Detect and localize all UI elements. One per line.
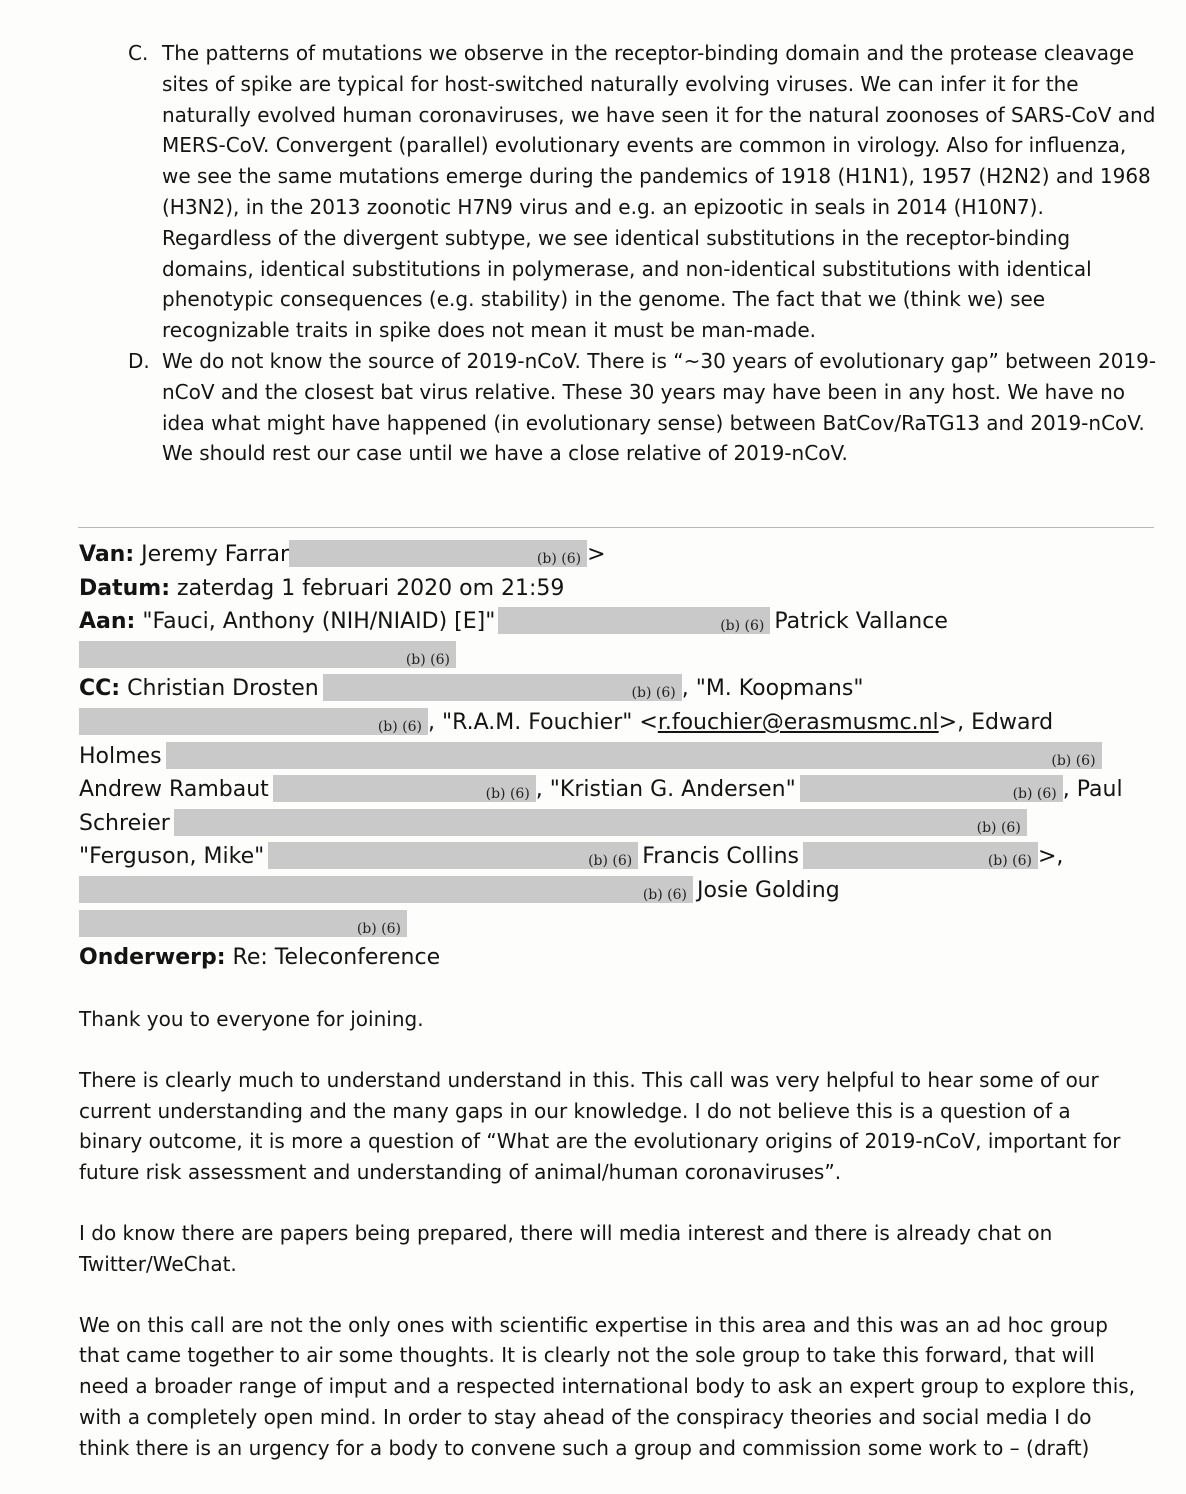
cc-line-8 [79, 908, 1169, 942]
van-label: Van: [79, 542, 135, 567]
cc-label: CC: [79, 676, 121, 702]
list-item-text: We do not know the source of 2019-nCoV. There is “~30 years of evolutionary gap” between 2019-nCoV and the closest bat virus relative. These 30 years may have been in any host. We have no idea what might have happened (in evolutionary sense) between BatCov/RaTG13 and 2019-nCoV. We should rest our case until we have a close relative of 2019-nCoV. [162, 348, 1157, 466]
redaction: (b) (6) [273, 775, 536, 802]
list-marker: D. [128, 348, 150, 373]
redaction: (b) (6) [79, 876, 693, 903]
redaction: (b) (6) [498, 607, 770, 634]
paragraph: Thank you to everyone for joining. [79, 1007, 424, 1031]
cc-name: "M. Koopmans" [695, 676, 864, 702]
recipient-name: Patrick Vallance [774, 609, 948, 635]
redaction: (b) (6) [79, 641, 456, 668]
van-line: Van: Jeremy Farrar (b) (6) > [79, 542, 606, 567]
cc-line-7 [79, 874, 1169, 908]
cc-name: Josie Golding [697, 877, 840, 903]
redaction: (b) (6) [79, 708, 428, 735]
aan-label: Aan: [79, 609, 136, 635]
onderwerp-line [79, 941, 1169, 975]
paragraph: There is clearly much to understand understand in this. This call was very helpful to hear some of our current understanding and the many gaps in our knowledge. I do not believe this is a question of a binary outcome, it is more a question of “What are the evolutionary origins of 2019-nCoV, important for future risk assessment and understanding of animal/human coronaviruses”. [79, 1067, 1121, 1185]
onderwerp-label: Onderwerp: [79, 945, 226, 971]
redaction: (b) (6) [289, 540, 587, 567]
cc-name: Edward [971, 709, 1054, 735]
cc-line-2: (b) (6) , "R.A.M. Fouchier" <r.fouchier@erasmusmc.nl>, Edward [79, 706, 1169, 740]
cc-name: Paul [1076, 777, 1123, 803]
van-name: Jeremy Farrar [141, 542, 290, 567]
cc-name: Holmes [79, 743, 162, 769]
aan-line-2 [79, 639, 1169, 673]
cc-name: Andrew Rambaut [79, 777, 269, 803]
redaction: (b) (6) [79, 910, 407, 937]
aan-line [79, 605, 1169, 639]
redaction: (b) (6) [803, 842, 1038, 869]
paragraph: We on this call are not the only ones with scientific expertise in this area and this was an ad hoc group that came together to air some thoughts. It is clearly not the sole group to take this forward, that will need a broader range of imput and a respected international body to ask an expert group to explore this, with a completely open mind. In order to stay ahead of the conspiracy theories and social media I do think there is an urgency for a body to convene such a group and commission some work to – (draft) [79, 1312, 1136, 1460]
redaction: (b) (6) [166, 742, 1102, 769]
cc-line-4: Andrew Rambaut (b) (6) , "Kristian G. Andersen" (b) (6) , Paul [79, 777, 1123, 803]
list-marker: C. [128, 41, 149, 65]
cc-line-6: "Ferguson, Mike" (b) (6) Francis Collins (b) (6) >, [79, 844, 1064, 870]
paragraph: I do know there are papers being prepared, there will media interest and there is already chat on Twitter/WeChat. [79, 1220, 1053, 1276]
datum-label: Datum: [79, 575, 171, 601]
redaction: (b) (6) [174, 809, 1027, 836]
analysis-list [128, 38, 1158, 469]
redaction: (b) (6) [800, 775, 1063, 802]
cc-name: "Ferguson, Mike" [79, 844, 265, 870]
cc-line-3 [79, 740, 1169, 774]
cc-line: CC: Christian Drosten (b) (6) , "M. Koopmans" [79, 676, 864, 702]
list-item-d [128, 346, 1158, 469]
onderwerp-value: Re: Teleconference [232, 945, 441, 971]
cc-name: Schreier [79, 810, 170, 836]
email-link[interactable]: r.fouchier@erasmusmc.nl [657, 709, 939, 735]
email-body [79, 1004, 1139, 1494]
cc-name: Christian Drosten [127, 676, 319, 702]
datum-line [79, 572, 1169, 606]
cc-name: "Kristian G. Andersen" [549, 777, 796, 803]
cc-name: "R.A.M. Fouchier" [442, 709, 633, 735]
cc-line-5 [79, 807, 1169, 841]
list-item-text: The patterns of mutations we observe in the receptor-binding domain and the protease cleavage sites of spike are typical for host-switched naturally evolving viruses. We can infer it for the naturally evolved human coronaviruses, we have seen it for the natural zoonoses of SARS-CoV and MERS-CoV. Convergent (parallel) evolutionary events are common in virology. Also for influenza, we see the same mutations emerge during the pandemics of 1918 (H1N1), 1957 (H2N2) and 1968 (H3N2), in the 2013 zoonotic H7N9 virus and e.g. an epizootic in seals in 2014 (H10N7). Regardless of the divergent subtype, we see identical substitutions in the receptor-binding domains, identical substitutions in polymerase, and non-identical substitutions with identical phenotypic consequences (e.g. stability) in the genome. The fact that we (think we) see recognizable traits in spike does not mean it must be man-made. [162, 41, 1156, 343]
recipient-name: "Fauci, Anthony (NIH/NIAID) [E]" [142, 609, 496, 635]
list-item-c [128, 38, 1158, 346]
divider [78, 527, 1154, 528]
cc-name: Francis Collins [642, 844, 799, 870]
redaction: (b) (6) [268, 842, 638, 869]
email-header [79, 538, 1169, 975]
datum-value: zaterdag 1 februari 2020 om 21:59 [177, 575, 565, 601]
redaction: (b) (6) [323, 674, 682, 701]
